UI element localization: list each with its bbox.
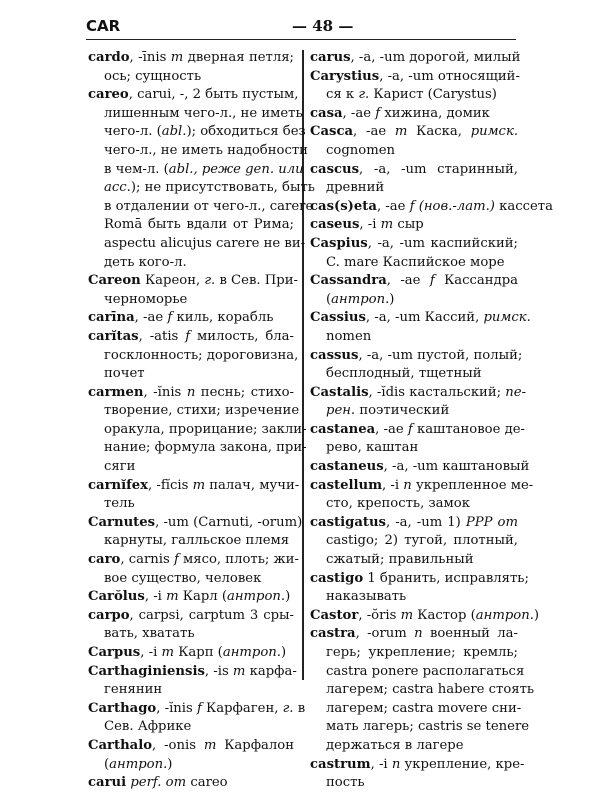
headword: castaneus [310, 459, 384, 475]
headword: Careon [88, 273, 141, 289]
entry-line [310, 347, 523, 366]
headword: Caspius [310, 235, 368, 251]
entry-line [310, 458, 530, 477]
headword: Casca [310, 124, 354, 140]
definition-text: Кареон, [140, 273, 205, 289]
grammar-note: f [375, 105, 381, 121]
grammar-note: римск. [470, 124, 519, 140]
grammar-note: n [414, 626, 423, 642]
grammar-note: PPP от [465, 514, 518, 530]
headword: Carŏlus [88, 589, 145, 605]
entry-continuation-line [88, 718, 294, 737]
definition-text: , -a, -um 1) [385, 514, 466, 530]
headword: castellum [310, 477, 383, 493]
grammar-note: m [400, 607, 414, 623]
definition-text: милость, бла- [190, 328, 294, 344]
definition-text: киль, корабль [172, 310, 274, 326]
definition-text: оракула, прорицание; закли- [104, 421, 307, 437]
definition-text: , -fĭcis [148, 477, 193, 493]
definition-text: Кассандра [434, 273, 519, 289]
entry-continuation-line [88, 532, 294, 551]
definition-text: чего-л. ( [104, 124, 162, 140]
definition-text: , -ae [375, 421, 408, 437]
entry-continuation-line [88, 421, 307, 440]
definition-text: мясо, плоть; жи- [178, 552, 299, 568]
definition-text: генянин [104, 682, 163, 698]
grammar-note: abl., реже gen. или [168, 161, 304, 177]
entry-line [88, 644, 294, 663]
definition-text: , -a, -um дорогой, милый [350, 50, 521, 65]
definition-text: герь; укрепление; кремль; [326, 645, 518, 660]
entry-line [310, 607, 540, 626]
entry-continuation-line [88, 681, 294, 700]
entry-continuation-line [310, 551, 518, 570]
entry-continuation-line [88, 142, 308, 161]
entry-continuation-line [310, 681, 535, 700]
entry-line [88, 551, 299, 570]
headword: cassus [310, 347, 359, 363]
entry-line [88, 328, 294, 347]
headword: carpo [88, 607, 130, 623]
definition-text: нание; формула закона, при- [104, 440, 307, 456]
headword: caseus [310, 217, 360, 233]
definition-text: , -is [204, 663, 233, 679]
definition-text: 1 бранить, исправлять; [363, 570, 529, 586]
grammar-note: пе- [505, 384, 527, 400]
grammar-note: f [196, 700, 202, 716]
entry-continuation-line [88, 570, 294, 589]
entry-continuation-line [88, 402, 300, 421]
definition-text: ось; сущность [104, 68, 202, 84]
entry-continuation-line [310, 328, 518, 347]
headword: Carystius [310, 68, 380, 84]
entry-line [88, 663, 297, 682]
headword: cardo [88, 50, 130, 65]
definition-text: тель [104, 496, 135, 512]
definition-text: ) [285, 589, 291, 605]
entry-line [88, 309, 294, 328]
definition-text: , -i [382, 477, 404, 493]
definition-text: , -ae [134, 310, 168, 326]
entry-line [88, 384, 294, 403]
entry-continuation-line [88, 347, 299, 366]
headword: Carthaginiensis [88, 663, 205, 679]
headword: cas(s)eta [310, 198, 377, 214]
entry-continuation-line [310, 365, 518, 384]
grammar-note: perf. от [130, 775, 187, 791]
entry-line [310, 216, 518, 235]
headword: Carpus [88, 645, 141, 660]
entry-continuation-line [88, 625, 294, 644]
definition-text: лишенным чего-л., не иметь [104, 105, 303, 121]
definition-text: вать, хватать [104, 626, 195, 642]
grammar-note: f (нов.-лат.) [409, 198, 495, 214]
entry-line [88, 700, 306, 719]
definition-text: рево, каштан [326, 440, 419, 456]
entry-line [88, 737, 294, 756]
headword: Carthago [88, 700, 157, 716]
definition-text: ся к [326, 87, 359, 103]
grammar-note: антроп. [331, 291, 390, 307]
definition-text: ) [167, 756, 173, 772]
entry-line [310, 309, 531, 328]
definition-text: сто, крепость, замок [326, 496, 470, 512]
definition-text: карнуты, галльское племя [104, 533, 290, 549]
definition-text: , -i [140, 645, 162, 660]
headword: Cassius [310, 310, 366, 326]
entry-continuation-line [310, 663, 525, 682]
entry-line [310, 272, 518, 291]
grammar-note: m [203, 737, 217, 753]
entry-line [310, 514, 518, 533]
grammar-note: n [186, 384, 196, 400]
definition-text: каштановое де- [412, 421, 525, 437]
definition-text: ( [326, 291, 332, 307]
definition-text: , carui, -, 2 быть пустым, [128, 87, 299, 103]
running-head: CAR [86, 17, 121, 35]
entry-continuation-line [310, 700, 522, 719]
definition-text: укрепленное ме- [411, 477, 534, 493]
entry-line [310, 68, 518, 87]
definition-text: ( [104, 756, 110, 772]
definition-text: в отдалении от чего-л., carere [104, 198, 314, 214]
grammar-note: римск. [483, 310, 531, 326]
entry-continuation-line [88, 216, 294, 235]
grammar-note: антроп. [222, 645, 281, 660]
entry-continuation-line [310, 439, 518, 458]
entry-continuation-line [310, 495, 518, 514]
definition-text: , carnis [120, 552, 174, 568]
definition-text: Карл ( [178, 589, 227, 605]
definition-text: , -ĭnis [156, 700, 197, 716]
entry-line [310, 570, 529, 589]
definition-text: , -ŏris [358, 607, 401, 623]
entry-line [310, 161, 518, 180]
definition-text: ); не присутствовать, быть [130, 180, 315, 196]
entry-continuation-line [310, 532, 518, 551]
definition-text: , -a, -um старинный, [359, 161, 518, 177]
definition-text: , -a, -um относящий- [379, 68, 520, 84]
headword: Castalis [310, 384, 369, 400]
definition-text: лагерем; castra habere стоять [326, 682, 535, 698]
entry-line [310, 384, 527, 403]
entry-line [88, 272, 298, 291]
grammar-note: m [394, 124, 408, 140]
definition-text: в чем-л. ( [104, 161, 169, 177]
definition-text: , -ĭnis [143, 384, 187, 400]
entry-line [310, 421, 525, 440]
headword: cascus [310, 161, 360, 177]
definition-text: , -onis [152, 737, 204, 753]
definition-text: сжатый; правильный [326, 552, 474, 568]
definition-text: C. mare Каспийское море [326, 254, 505, 270]
grammar-note: f [173, 552, 179, 568]
definition-text: , -ae [342, 105, 376, 121]
grammar-note: m [161, 645, 174, 660]
definition-text: поэтический [355, 403, 450, 419]
entry-continuation-line [88, 198, 314, 217]
definition-text: , -i [370, 756, 392, 772]
grammar-note: г. [358, 87, 370, 103]
entry-continuation-line [310, 644, 518, 663]
headword: carīna [88, 310, 135, 326]
definition-text: укрепление, кре- [400, 756, 525, 772]
definition-text: Romā быть вдали от Рима; [104, 217, 294, 233]
definition-text: , -i [144, 589, 167, 605]
definition-text: nomen [326, 328, 372, 344]
definition-text: кассета [494, 198, 553, 214]
grammar-note: m [166, 589, 179, 605]
entry-line [310, 198, 553, 217]
entry-line [310, 123, 518, 142]
definition-text: Карп ( [174, 645, 223, 660]
definition-text: castra ponere располагаться [326, 663, 525, 679]
entry-line [310, 105, 518, 124]
entry-continuation-line [88, 235, 306, 254]
grammar-note: г. [204, 273, 216, 289]
definition-text: палач, мучи- [205, 477, 300, 493]
definition-text: ); обходиться без [186, 124, 306, 140]
grammar-note: антроп. [227, 589, 286, 605]
grammar-note: антроп. [109, 756, 168, 772]
grammar-note: m [232, 663, 246, 679]
entry-continuation-line [88, 68, 294, 87]
grammar-note: acc. [104, 180, 131, 196]
definition-text: военный ла- [422, 626, 518, 642]
entry-continuation-line [310, 737, 518, 756]
headword: castra [310, 626, 356, 642]
page-number: — 48 — [292, 17, 354, 35]
definition-text: Карист (Carystus) [369, 87, 497, 103]
headword: carĭtas [88, 328, 139, 344]
entry-continuation-line [310, 402, 518, 421]
grammar-note: abl. [161, 124, 187, 140]
definition-text: , -um (Carnuti, -orum) [155, 514, 303, 530]
entry-continuation-line [310, 179, 518, 198]
definition-text: Каска, [407, 124, 471, 140]
definition-text: , -a, -um каштановый [383, 459, 530, 475]
definition-text: careo [186, 775, 228, 791]
definition-text: дверная петля; [183, 50, 294, 65]
entry-continuation-line [310, 142, 518, 161]
definition-text: песнь; стихо- [195, 384, 294, 400]
entry-line [310, 477, 534, 496]
entry-line [310, 625, 518, 644]
entry-line [88, 477, 300, 496]
entry-continuation-line [310, 291, 518, 310]
entry-continuation-line [88, 291, 294, 310]
entry-line [88, 86, 299, 105]
definition-text: , -a, -um каспийский; [367, 235, 518, 251]
headword: castanea [310, 421, 376, 437]
grammar-note: f [167, 310, 173, 326]
definition-text: творение, стихи; изречение [104, 403, 300, 419]
entry-continuation-line [88, 105, 303, 124]
entry-continuation-line [310, 588, 518, 607]
definition-text: деть кого-л. [104, 254, 187, 270]
grammar-note: m [192, 477, 206, 493]
entry-continuation-line [88, 495, 294, 514]
definition-text: Сев. Африке [104, 719, 192, 735]
definition-text: , -ae [376, 198, 410, 214]
entry-line [88, 774, 294, 793]
headword: Carthalo [88, 737, 153, 753]
entry-line [88, 514, 303, 533]
headword: carui [88, 775, 127, 791]
definition-text: мать лагерь; castris se tenere [326, 719, 530, 735]
definition-text: пость [326, 775, 365, 791]
definition-text: , -ae [386, 273, 430, 289]
headword: carus [310, 50, 351, 65]
entry-line [310, 756, 525, 775]
definition-text: , -a, -um пустой, полый; [358, 347, 523, 363]
grammar-note: m [380, 217, 394, 233]
entry-continuation-line [88, 254, 294, 273]
grammar-note: m [170, 50, 184, 65]
entry-line [88, 588, 294, 607]
definition-text: чего-л., не иметь надобности [104, 142, 308, 158]
right-column [310, 49, 553, 793]
definition-text: castigo; 2) тугой, плотный, [326, 533, 518, 549]
headword: carmen [88, 384, 144, 400]
entry-continuation-line [88, 756, 294, 775]
headword: Cassandra [310, 273, 387, 289]
definition-text: хижина, домик [380, 105, 490, 121]
headword: casa [310, 105, 343, 121]
definition-text: , -ĭdis кастальский; [368, 384, 506, 400]
entry-continuation-line [88, 179, 315, 198]
definition-text: cognomen [326, 142, 396, 158]
definition-text: вое существо, человек [104, 570, 262, 586]
definition-text: , carpsi, carptum 3 сры- [129, 607, 294, 623]
headword: careo [88, 87, 129, 103]
headword: castigo [310, 570, 364, 586]
entry-continuation-line [88, 439, 307, 458]
headword: castrum [310, 756, 371, 772]
grammar-note: рен. [326, 403, 356, 419]
grammar-note: антроп. [475, 607, 534, 623]
entry-continuation-line [88, 123, 306, 142]
entry-line [88, 607, 294, 626]
definition-text: бесплодный, тщетный [326, 366, 482, 382]
definition-text: ) [280, 645, 287, 660]
entry-continuation-line [310, 774, 518, 793]
entry-line [88, 49, 294, 68]
definition-text: черноморье [104, 291, 188, 307]
headword: Castor [310, 607, 359, 623]
definition-text: Карфаген, [201, 700, 283, 716]
definition-text: сыр [393, 217, 424, 233]
entry-continuation-line [310, 254, 518, 273]
definition-text: древний [326, 180, 385, 196]
definition-text: , -a, -um Кассий, [365, 310, 484, 326]
entry-line [310, 49, 521, 68]
entry-continuation-line [88, 365, 294, 384]
definition-text: , -īnis [129, 50, 171, 65]
entry-line [310, 235, 518, 254]
entry-continuation-line [310, 718, 530, 737]
entry-continuation-line [310, 86, 518, 105]
definition-text: держаться в лагере [326, 737, 464, 753]
definition-text: Кастор ( [413, 607, 476, 623]
entry-continuation-line [88, 161, 304, 180]
definition-text: ) [533, 607, 540, 623]
definition-text: почет [104, 366, 145, 382]
definition-text: госклонность; дороговизна, [104, 347, 299, 363]
definition-text: Карфалон [216, 737, 295, 753]
headword: castigatus [310, 514, 386, 530]
definition-text: сяги [104, 459, 136, 475]
definition-text: наказывать [326, 589, 407, 605]
left-column [88, 49, 315, 793]
definition-text: , -i [359, 217, 381, 233]
headword: caro [88, 552, 121, 568]
page-header [86, 17, 516, 40]
definition-text: , -ae [353, 124, 395, 140]
definition-text: ) [389, 291, 395, 307]
entry-continuation-line [88, 458, 294, 477]
grammar-note: n [403, 477, 412, 493]
grammar-note: f [185, 328, 191, 344]
definition-text: в [293, 700, 306, 716]
definition-text: aspectu alicujus carere не ви- [104, 235, 306, 251]
headword: carnĭfex [88, 477, 149, 493]
definition-text: , -atis [138, 328, 186, 344]
definition-text: в Сев. При- [215, 273, 298, 289]
definition-text: карфа- [245, 663, 297, 679]
headword: Carnutes [88, 514, 156, 530]
grammar-note: f [407, 421, 413, 437]
grammar-note: n [391, 756, 401, 772]
definition-text: , -orum [355, 626, 415, 642]
grammar-note: г. [282, 700, 294, 716]
grammar-note: f [429, 273, 435, 289]
definition-text: лагерем; castra movere сни- [326, 700, 522, 716]
